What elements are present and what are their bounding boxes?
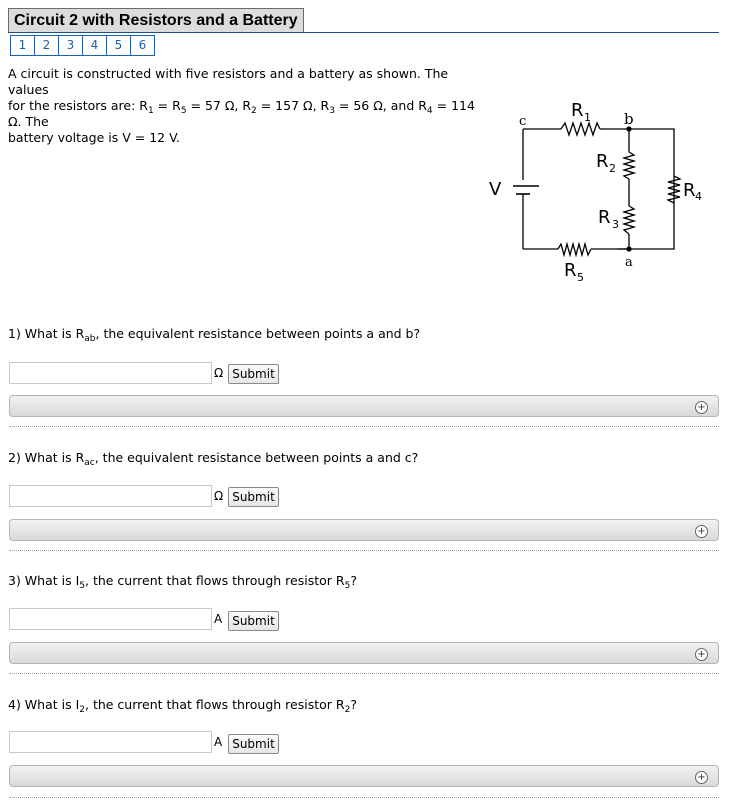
- divider-2: [9, 550, 719, 551]
- node-c-label: c: [519, 114, 527, 129]
- resistor-r3: [624, 206, 634, 234]
- circuit-diagram: [486, 100, 711, 290]
- page-tab-4[interactable]: 4: [83, 36, 107, 55]
- battery-label: V: [489, 179, 502, 200]
- plus-circle-icon[interactable]: +: [695, 771, 708, 784]
- question-3-text: 3) What is $I_5$, the current that flows through resistor $R_5$?: [8, 573, 357, 591]
- hint-bar-1[interactable]: [9, 395, 719, 417]
- resistor-r1: [561, 123, 600, 135]
- divider-4: [9, 797, 719, 798]
- submit-button-2[interactable]: Submit: [228, 487, 279, 507]
- divider-3: [9, 673, 719, 674]
- page-tabs: [10, 35, 155, 56]
- page-tab-6[interactable]: 6: [138, 38, 147, 52]
- plus-circle-icon[interactable]: +: [695, 648, 708, 661]
- r3-label: R: [598, 207, 611, 228]
- title-bar: [8, 8, 719, 33]
- question-4-text: 4) What is $I_2$, the current that flows through resistor $R_2$?: [8, 697, 357, 715]
- plus-circle-icon[interactable]: +: [695, 401, 708, 414]
- unit-label-3: A: [214, 612, 223, 626]
- answer-input-4[interactable]: [9, 731, 212, 753]
- submit-button-1[interactable]: Submit: [228, 364, 279, 384]
- r4-sub: 4: [695, 190, 702, 203]
- unit-label-2: Ω: [214, 489, 224, 503]
- question-1-text: 1) What is $R_{ab}$, the equivalent resistance between points a and b?: [8, 326, 421, 344]
- r1-sub: 1: [584, 111, 591, 124]
- r5-sub: 5: [577, 271, 584, 284]
- page-tab-2[interactable]: 2: [35, 36, 59, 55]
- intro-line-3: battery voltage is V = 12 V.: [8, 130, 180, 145]
- page-tab-1[interactable]: 1: [11, 36, 35, 55]
- r3-sub: 3: [612, 218, 619, 231]
- unit-label-4: A: [214, 735, 223, 749]
- resistor-r5: [558, 244, 591, 255]
- page-tab-5[interactable]: 5: [107, 36, 131, 55]
- resistor-r4: [668, 176, 680, 203]
- intro-line-1: A circuit is constructed with five resistors and a battery as shown. The values: [8, 66, 449, 97]
- page-tab-3[interactable]: 3: [59, 36, 83, 55]
- r5-label: R: [564, 260, 577, 281]
- r4-label: R: [683, 180, 696, 201]
- page-title: Circuit 2 with Resistors and a Battery: [8, 8, 304, 32]
- intro-line-2: for the resistors are: $R_1 = R_5 = 57$ Ω, $R_2 = 157$ Ω, $R_3 = 56$ Ω, and $R_4 = 114$ Ω. The: [8, 98, 475, 129]
- unit-label-1: Ω: [214, 366, 224, 380]
- divider-1: [9, 426, 719, 427]
- resistor-r2: [624, 152, 634, 179]
- hint-bar-4[interactable]: [9, 765, 719, 787]
- answer-input-3[interactable]: [9, 608, 212, 630]
- hint-bar-3[interactable]: [9, 642, 719, 664]
- problem-statement: [8, 66, 478, 146]
- node-a-label: a: [625, 255, 633, 270]
- question-2-text: 2) What is $R_{ac}$, the equivalent resistance between points a and c?: [8, 450, 419, 468]
- plus-circle-icon[interactable]: +: [695, 525, 708, 538]
- wire-top: [523, 129, 674, 249]
- answer-input-2[interactable]: [9, 485, 212, 507]
- node-a-dot: [626, 246, 631, 251]
- answer-input-1[interactable]: [9, 362, 212, 384]
- hint-bar-2[interactable]: [9, 519, 719, 541]
- node-b-label: b: [624, 110, 634, 128]
- r2-label: R: [596, 151, 609, 172]
- r2-sub: 2: [609, 162, 616, 175]
- submit-button-4[interactable]: Submit: [228, 734, 279, 754]
- submit-button-3[interactable]: Submit: [228, 611, 279, 631]
- r1-label: R: [571, 100, 584, 121]
